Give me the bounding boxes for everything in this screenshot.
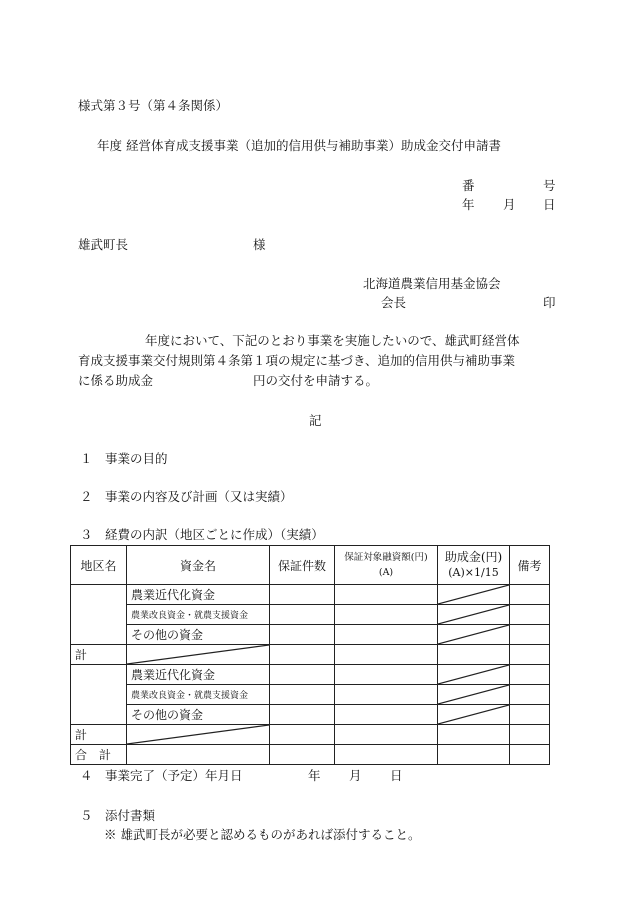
amount-cell: [335, 585, 438, 605]
fund-cell: [127, 745, 270, 765]
fund-name: 農業改良資金・就農支援資金: [127, 685, 270, 705]
amount-cell: [335, 745, 438, 765]
grant-cell-slashed: [438, 685, 510, 705]
section-5: ５ 添付書類: [80, 808, 156, 823]
remarks-cell: [510, 705, 550, 725]
document-title: 年度 経営体育成支援事業（追加的信用供与補助事業）助成金交付申請書: [97, 138, 501, 153]
expense-table: [70, 545, 550, 765]
count-cell: [270, 745, 335, 765]
fund-name: その他の資金: [127, 705, 270, 725]
remarks-cell: [510, 745, 550, 765]
amount-cell: [335, 685, 438, 705]
table-header-row: [71, 546, 550, 585]
count-cell: [270, 665, 335, 685]
subtotal-row: [71, 725, 550, 745]
subtotal-row: [71, 645, 550, 665]
section-4-year: 年: [308, 768, 321, 783]
fund-cell-slashed: [127, 725, 270, 745]
table-row: [71, 585, 550, 605]
table-row: [71, 605, 550, 625]
header-amount: [335, 546, 438, 585]
count-cell: [270, 645, 335, 665]
body-line-1: 年度において、下記のとおり事業を実施したいので、雄武町経営体: [145, 333, 520, 348]
amount-cell: [335, 665, 438, 685]
district-cell: [71, 665, 127, 725]
grant-cell: [438, 745, 510, 765]
header-fund: 資金名: [127, 546, 270, 585]
header-district: 地区名: [71, 546, 127, 585]
table-row: [71, 705, 550, 725]
form-number: 様式第３号（第４条関係）: [78, 98, 229, 113]
section-3: ３ 経費の内訳（地区ごとに作成）（実績）: [80, 527, 324, 542]
amount-cell: [335, 645, 438, 665]
body-line-3b: 円の交付を申請する。: [253, 373, 379, 388]
seal-mark: 印: [543, 295, 556, 310]
grant-cell-slashed: [438, 585, 510, 605]
fund-name: その他の資金: [127, 625, 270, 645]
fund-name: 農業近代化資金: [127, 665, 270, 685]
header-grant-line1: 助成金(円): [444, 550, 503, 564]
amount-cell: [335, 725, 438, 745]
fund-cell-slashed: [127, 645, 270, 665]
date-month: 月: [503, 197, 516, 212]
subtotal-label: 計: [71, 645, 127, 665]
amount-cell: [335, 625, 438, 645]
addressee-suffix: 様: [253, 237, 266, 252]
date-year: 年: [462, 197, 475, 212]
remarks-cell: [510, 625, 550, 645]
count-cell: [270, 685, 335, 705]
header-grant: [438, 546, 510, 585]
applicant-title: 会長: [381, 295, 407, 310]
table-row: [71, 665, 550, 685]
addressee: 雄武町長: [78, 237, 129, 252]
table-row: [71, 685, 550, 705]
table-row: [71, 625, 550, 645]
grant-cell: [438, 725, 510, 745]
grant-cell-slashed: [438, 665, 510, 685]
count-cell: [270, 625, 335, 645]
section-1: １ 事業の目的: [80, 451, 168, 466]
remarks-cell: [510, 645, 550, 665]
remarks-cell: [510, 665, 550, 685]
remarks-cell: [510, 685, 550, 705]
remarks-cell: [510, 605, 550, 625]
attachment-note: ※ 雄武町長が必要と認めるものがあれば添付すること。: [104, 827, 421, 842]
number-label: 番: [462, 178, 475, 193]
total-label: 合 計: [71, 745, 127, 765]
header-grant-line2: (A)×1/15: [448, 566, 499, 579]
ki-heading: 記: [309, 413, 322, 428]
date-day: 日: [543, 197, 556, 212]
district-cell: [71, 585, 127, 645]
header-amount-line2: (A): [378, 567, 394, 578]
number-suffix: 号: [543, 178, 556, 193]
subtotal-label: 計: [71, 725, 127, 745]
remarks-cell: [510, 725, 550, 745]
grant-cell-slashed: [438, 605, 510, 625]
grant-cell-slashed: [438, 625, 510, 645]
remarks-cell: [510, 585, 550, 605]
fund-name: 農業近代化資金: [127, 585, 270, 605]
amount-cell: [335, 605, 438, 625]
body-line-3a: に係る助成金: [78, 373, 154, 388]
body-line-2: 育成支援事業交付規則第４条第１項の規定に基づき、追加的信用供与補助事業: [78, 353, 516, 368]
grant-cell-slashed: [438, 705, 510, 725]
section-2: ２ 事業の内容及び計画（又は実績）: [80, 489, 293, 504]
count-cell: [270, 585, 335, 605]
applicant-org: 北海道農業信用基金協会: [363, 276, 501, 291]
count-cell: [270, 605, 335, 625]
count-cell: [270, 705, 335, 725]
grant-cell: [438, 645, 510, 665]
section-4-month: 月: [349, 768, 362, 783]
header-remarks: 備考: [510, 546, 550, 585]
header-amount-line1: 保証対象融資額(円): [344, 552, 428, 563]
total-row: [71, 745, 550, 765]
section-4-day: 日: [390, 768, 403, 783]
fund-name: 農業改良資金・就農支援資金: [127, 605, 270, 625]
count-cell: [270, 725, 335, 745]
header-count: 保証件数: [270, 546, 335, 585]
section-4: ４ 事業完了（予定）年月日: [80, 768, 243, 783]
amount-cell: [335, 705, 438, 725]
